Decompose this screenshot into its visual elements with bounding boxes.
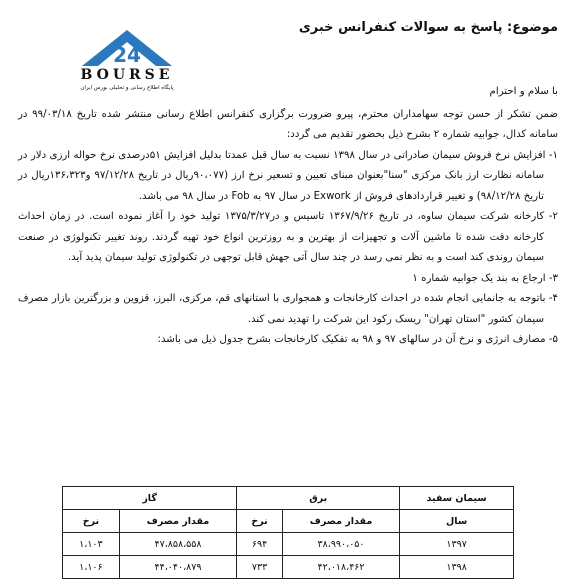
table-group-header-row <box>63 487 514 510</box>
table-header: سیمان سفید <box>400 487 514 510</box>
table-header: مقدار مصرف <box>119 510 236 533</box>
table-header: برق <box>237 487 400 510</box>
greeting: با سلام و احترام <box>489 86 558 97</box>
table-cell: ۱،۱۰۶ <box>63 556 120 579</box>
table-header: نرخ <box>63 510 120 533</box>
table-cell: ۴۲،۰۱۸،۴۶۲ <box>282 556 399 579</box>
table-header: گاز <box>63 487 237 510</box>
table-row <box>63 533 514 556</box>
energy-table <box>62 486 514 579</box>
list-item: ۵- مصارف انرژی و نرخ آن در سالهای ۹۷ و ۹۸ به تفکیک کارخانجات بشرح جدول ذیل می باشد: <box>157 334 558 345</box>
table-row <box>63 556 514 579</box>
table-cell: ۱،۱۰۳ <box>63 533 120 556</box>
table-cell: ۱۳۹۷ <box>400 533 514 556</box>
letter-body <box>18 82 558 351</box>
table-cell: ۶۹۴ <box>237 533 283 556</box>
table-header: سال <box>400 510 514 533</box>
table-sub-header-row <box>63 510 514 533</box>
document-subject: موضوع: پاسخ به سوالات کنفرانس خبری <box>298 20 558 35</box>
table-cell: ۷۳۳ <box>237 556 283 579</box>
table-cell: ۴۴،۰۴۰،۸۷۹ <box>119 556 236 579</box>
intro-paragraph: ضمن تشکر از حسن توجه سهامداران محترم، پیرو ضرورت برگزاری کنفرانس اطلاع رسانی منتشر شده تاریخ ۹۹/۰۳/۱۸ در سامانه کدال، جوابیه شماره ۲ بشرح ذیل بحضور تقدیم می گردد: <box>18 108 558 140</box>
table-cell: ۴۷،۸۵۸،۵۵۸ <box>119 533 236 556</box>
table-header: نرخ <box>237 510 283 533</box>
list-item: ۳- ارجاع به بند یک جوابیه شماره ۱ <box>412 272 558 284</box>
logo-subtitle: پایگاه اطلاع رسانی و تحلیلی بورس ایران <box>80 85 174 91</box>
logo-mark-text: 24 <box>113 43 141 67</box>
list-item: ۲- کارخانه شرکت سیمان ساوه، در تاریخ ۱۳۶۷/۹/۲۶ تاسیس و در۱۳۷۵/۳/۲۷ تولید خود را آغاز نموده است. در زمان احداث کارخانه دقت شده تا ماشین آلات و تجهیزات از بهترین و به روزترین انواع خود تهیه گردند. روند تغییر تکنولوژی در صنعت سیمان روندی کند است و به نظر نمی رسد در چند سال آتی جهش قابل توجهی در تکنولوژی تولید سیمان پدید آید. <box>18 211 558 263</box>
table-cell: ۳۸،۹۹۰،۰۵۰ <box>282 533 399 556</box>
table-cell: ۱۳۹۸ <box>400 556 514 579</box>
list-item: ۱- افزایش نرخ فروش سیمان صادراتی در سال ۱۳۹۸ نسبت به سال قبل عمدتا بدلیل افزایش ۵۱درصدی نرخ حواله ارزی دلار در سامانه نظارت ارز بانک مرکزی "سنا"بعنوان مبنای تعیین و تسعیر نرخ ارز (۹۰،۰۷۷ریال در تاریخ ۹۷/۱۲/۲۸ و۱۳۶،۳۲۳ریال در تاریخ ۹۸/۱۲/۲۸) و تغییر قراردادهای فروش از Exwork در سال ۹۷ به Fob در سال ۹۸ می باشد. <box>18 149 558 202</box>
logo-word: BOURSE <box>80 67 174 83</box>
list-item: ۴- باتوجه به جانمایی انجام شده در احداث کارخانجات و همجواری با استانهای قم، مرکزی، البرز، قزوین و بزرگترین بازار مصرف سیمان کشور "استان تهران" ریسک رکود این شرکت را تهدید نمی کند. <box>18 293 558 325</box>
table-header: مقدار مصرف <box>282 510 399 533</box>
